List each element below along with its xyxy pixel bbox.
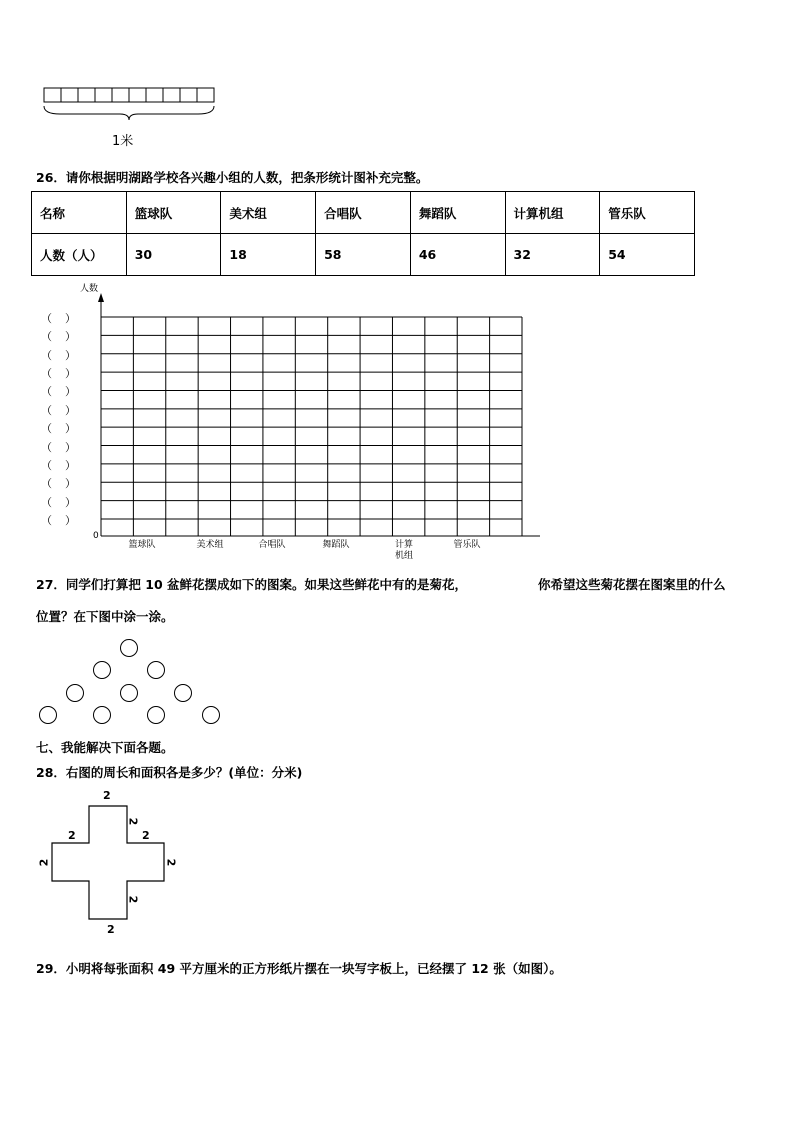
table-cell: 名称	[32, 192, 127, 234]
y-tick-label: （ ）	[41, 330, 77, 344]
question-29-text: 29．小明将每张面积 49 平方厘米的正方形纸片摆在一块写字板上，已经摆了 12 张（如图）。	[36, 961, 562, 976]
dim-label: 2	[126, 817, 140, 826]
ruler-label: 1米	[112, 134, 134, 149]
x-tick-label: 管乐队	[453, 540, 481, 550]
dim-label: 2	[126, 895, 140, 904]
table-cell: 18	[221, 234, 316, 276]
dim-label: 2	[164, 858, 178, 867]
y-tick-label: （ ）	[41, 514, 77, 527]
y-tick-label: （ ）	[41, 440, 77, 454]
x-tick-label: 舞蹈队	[322, 540, 350, 550]
section-7-heading: 七、我能解决下面各题。	[36, 740, 174, 755]
question-27-text-b: 你希望这些菊花摆在图案里的什么	[538, 577, 726, 592]
table-cell: 计算机组	[505, 192, 600, 234]
table-cell: 32	[505, 234, 600, 276]
y-tick-label: （ ）	[41, 458, 77, 472]
x-tick-label: 合唱队	[258, 540, 286, 550]
y-tick-label: （ ）	[41, 348, 77, 362]
table-cell: 30	[126, 234, 221, 276]
dim-label: 2	[68, 829, 76, 842]
x-tick-label: 美术组	[196, 540, 224, 550]
x-tick-label: 篮球队	[128, 540, 156, 550]
x-tick-label: 计算 机组	[394, 540, 413, 561]
dim-label: 2	[107, 923, 115, 936]
question-26-text: 26．请你根据明湖路学校各兴趣小组的人数，把条形统计图补充完整。	[36, 170, 429, 185]
table-cell: 54	[600, 234, 695, 276]
table-cell: 篮球队	[126, 192, 221, 234]
dim-label: 2	[103, 789, 111, 802]
origin-label: 0	[93, 531, 99, 541]
table-cell: 管乐队	[600, 192, 695, 234]
dim-label: 2	[142, 829, 150, 842]
y-tick-label: （ ）	[41, 312, 77, 325]
cross-shape-figure	[0, 0, 250, 940]
chart-ylabel: 人数	[80, 284, 99, 294]
question-27-text-a: 27．同学们打算把 10 盆鲜花摆成如下的图案。如果这些鲜花中有的是菊花，	[36, 577, 467, 592]
table-cell: 合唱队	[316, 192, 411, 234]
table-cell: 58	[316, 234, 411, 276]
table-cell: 46	[410, 234, 505, 276]
y-tick-label: （ ）	[41, 495, 77, 509]
question-28-text: 28．右图的周长和面积各是多少？(单位：分米)	[36, 765, 303, 780]
table-cell: 美术组	[221, 192, 316, 234]
dim-label: 2	[37, 858, 51, 867]
table-cell: 舞蹈队	[410, 192, 505, 234]
y-tick-label: （ ）	[41, 422, 77, 436]
y-tick-label: （ ）	[41, 477, 77, 491]
question-27-text-c: 位置？在下图中涂一涂。	[36, 609, 174, 624]
table-cell: 人数（人）	[32, 234, 127, 276]
y-tick-label: （ ）	[41, 385, 77, 399]
y-tick-label: （ ）	[41, 367, 77, 381]
y-tick-label: （ ）	[41, 403, 77, 417]
